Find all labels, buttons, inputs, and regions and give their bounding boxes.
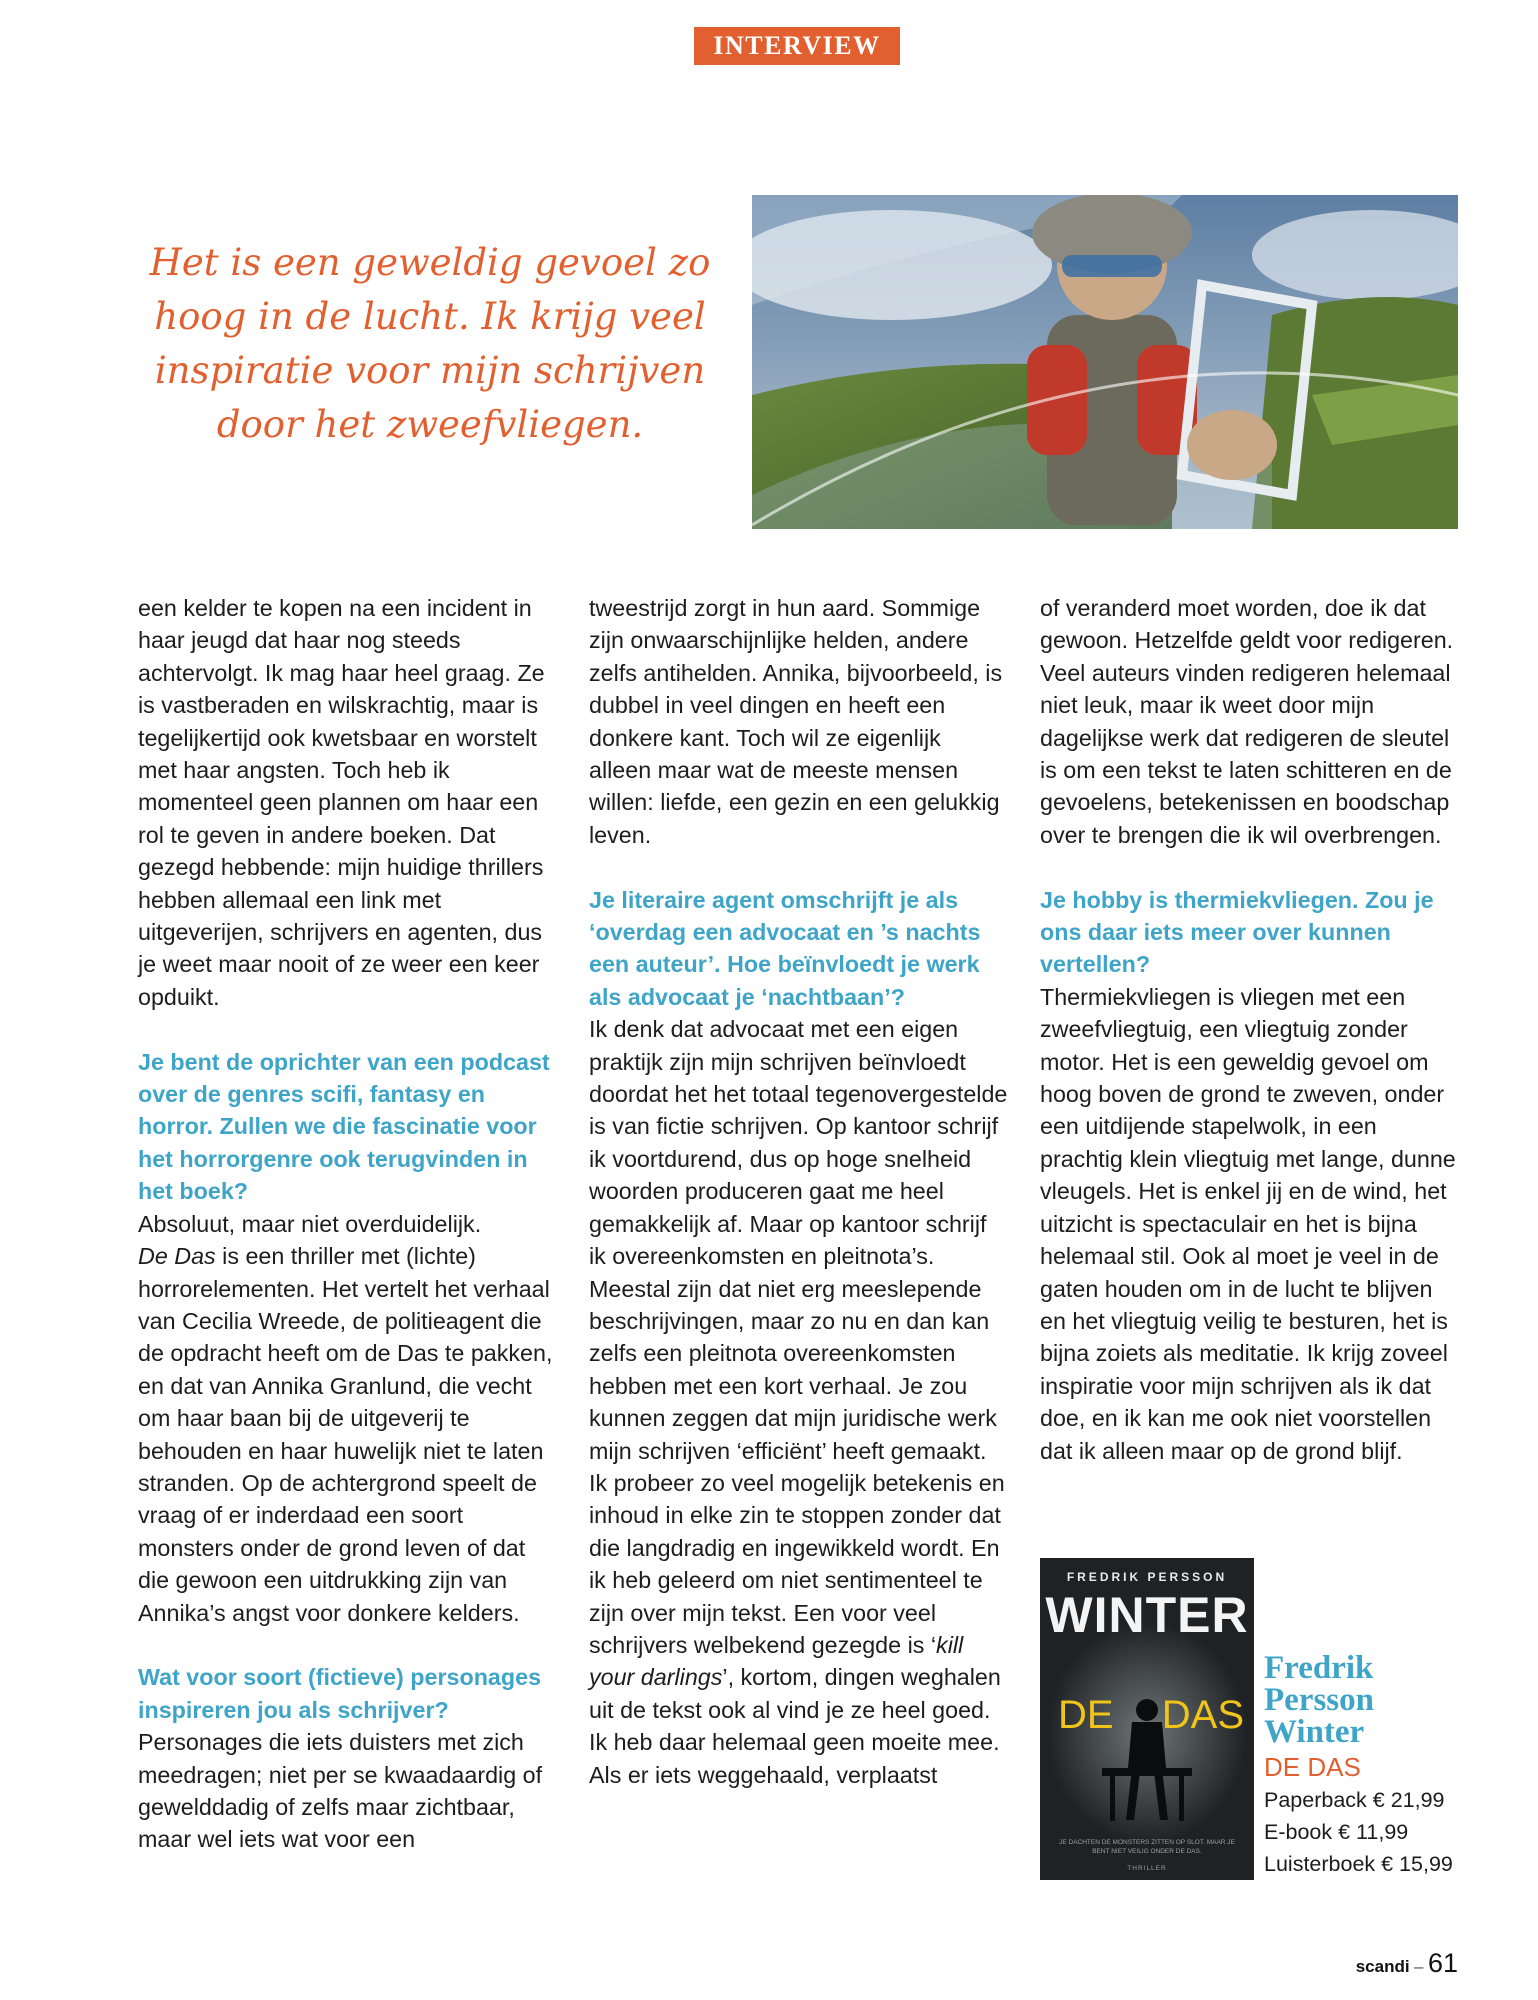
article-column-3 <box>1040 592 1464 1467</box>
cover-tagline: JE DACHTEN DE MONSTERS ZITTEN OP SLOT. MAAR JE BENT NIET VEILIG ONDER DE DAS. <box>1059 1839 1235 1855</box>
answer-text: ’, kortom, dingen weghalen uit de tekst ook al vind je ze heel goed. Ik heb daar helemaal geen moeite mee. Als er iets weggehaald, verplaatst <box>589 1664 1001 1788</box>
glider-pilot-photo <box>752 195 1458 529</box>
article-column-1 <box>138 592 558 1856</box>
answer-text: Absoluut, maar niet overduidelijk. <box>138 1210 482 1237</box>
article-column-2 <box>589 592 1009 1791</box>
cover-author: FREDRIK PERSSON <box>1066 1570 1228 1584</box>
book-author-line: Fredrik <box>1264 1650 1374 1686</box>
page-number: 61 <box>1427 1948 1458 1978</box>
book-cover <box>1040 1558 1254 1880</box>
book-title-inline: De Das <box>138 1243 216 1270</box>
body-paragraph <box>138 1208 558 1629</box>
pull-quote-line: door het zweefvliegen. <box>216 403 644 446</box>
interview-question: Je hobby is thermiekvliegen. Zou je ons daar iets meer over kunnen vertellen? <box>1040 886 1434 978</box>
book-author <box>1264 1652 1484 1748</box>
body-paragraph: Personages die iets duisters met zich meedragen; niet per se kwaadaardig of gewelddadig of zelfs maar zichtbaar, maar wel iets wat voor een <box>138 1729 543 1853</box>
cover-title: WINTER <box>1045 1587 1249 1643</box>
footer-separator: – <box>1414 1957 1424 1976</box>
interview-question: Wat voor soort (fictieve) personages inspireren jou als schrijver? <box>138 1664 542 1723</box>
book-info <box>1264 1652 1484 1880</box>
publication-name: scandi <box>1355 1957 1410 1976</box>
book-title: DE DAS <box>1264 1752 1361 1782</box>
price-ebook: E-book € 11,99 <box>1264 1820 1409 1844</box>
answer-text: is een thriller met (lichte) horrorelementen. Het vertelt het verhaal van Cecilia Wreede, de politieagent die de opdracht heeft om de Das te pakken, en dat van Annika Granlund, die vecht om haar baan bij de uitgeverij te behouden en haar huwelijk niet te laten stranden. Op de achtergrond speelt de vraag of er inderdaad een soort monsters onder de grond leven of dat die gewoon een uitdrukking zijn van Annika’s angst voor donkere kelders. <box>138 1243 553 1626</box>
cover-subtitle-right: DAS <box>1161 1693 1244 1737</box>
body-paragraph: een kelder te kopen na een incident in haar jeugd dat haar nog steeds achtervolgt. Ik mag haar heel graag. Ze is vastberaden en wilskrachtig, maar is tegelijkertijd ook kwetsbaar en worstelt met haar angsten. Toch heb ik momenteel geen plannen om haar een rol te geven in andere boeken. Dat gezegd hebbende: mijn huidige thrillers hebben allemaal een link met uitgeverijen, schrijvers en agenten, dus je weet maar nooit of ze weer een keer opduikt. <box>138 595 545 1010</box>
pull-quote-line: hoog in de lucht. Ik krijg veel <box>154 295 706 338</box>
inline-quote: kill your darlings <box>589 1631 964 1691</box>
body-paragraph: of veranderd moet worden, doe ik dat gewoon. Hetzelfde geldt voor redigeren. Veel auteurs vinden redigeren helemaal niet leuk, maar ik weet door mijn dagelijkse werk dat redigeren de sleutel is om een tekst te laten schitteren en de gevoelens, betekenissen en boodschap over te brengen die ik wil overbrengen. <box>1040 595 1454 848</box>
book-author-line: Persson <box>1264 1682 1374 1718</box>
pull-quote-line: inspiratie voor mijn schrijven <box>154 349 706 392</box>
price-paperback: Paperback € 21,99 <box>1264 1788 1445 1812</box>
pull-quote <box>130 236 730 452</box>
interview-question: Je bent de oprichter van een podcast over de genres scifi, fantasy en horror. Zullen we die fascinatie voor het horrorgenre ook terugvinden in het boek? <box>138 1048 550 1205</box>
cover-genre: THRILLER <box>1127 1865 1167 1872</box>
body-paragraph: Thermiekvliegen is vliegen met een zweefvliegtuig, een vliegtuig zonder motor. Het is een geweldig gevoel om hoog boven de grond te zweven, onder een uitdijende stapelwolk, in een prachtig klein vliegtuig met lange, dunne vleugels. Het is enkel jij en de wind, het uitzicht is spectaculair en het is bijna helemaal stil. Ook al moet je veel in de gaten houden om in de lucht te blijven en het vliegtuig veilig te besturen, het is bijna zoiets als meditatie. Ik krijg zoveel inspiratie voor mijn schrijven als ik dat doe, en ik kan me ook niet voorstellen dat ik alleen maar op de grond blijf. <box>1040 983 1456 1464</box>
book-author-line: Winter <box>1264 1714 1365 1750</box>
price-audiobook: Luisterboek € 15,99 <box>1264 1852 1453 1876</box>
answer-text: Ik denk dat advocaat met een eigen praktijk zijn mijn schrijven beïnvloedt doordat het het totaal tegenovergestelde is van fictie schrijven. Op kantoor schrijf ik voortdurend, dus op hoge snelheid woorden produceren gaat me heel gemakkelijk af. Maar op kantoor schrijf ik overeenkomsten en pleitnota’s. Meestal zijn dat niet erg meeslepende beschrijvingen, maar zo nu en dan kan zelfs een pleitnota overeenkomsten hebben met een kort verhaal. Je zou kunnen zeggen dat mijn juridische werk mijn schrijven ‘efficiënt’ heeft gemaakt. Ik probeer zo veel mogelijk betekenis en inhoud in elke zin te stoppen zonder dat die langdradig en ingewikkeld wordt. En ik heb geleerd om niet sentimenteel te zijn over mijn tekst. Een voor veel schrijvers welbekend gezegde is ‘ <box>589 1016 1008 1658</box>
body-paragraph: tweestrijd zorgt in hun aard. Sommige zijn onwaarschijnlijke helden, andere zelfs antihelden. Annika, bijvoorbeeld, is dubbel in veel dingen en heeft een donkere kant. Toch wil ze eigenlijk alleen maar wat de meeste mensen willen: liefde, een gezin en een gelukkig leven. <box>589 595 1003 848</box>
page-footer <box>1338 1948 1458 1979</box>
body-paragraph <box>589 1013 1009 1791</box>
pull-quote-line: Het is een geweldig gevoel zo <box>149 241 711 284</box>
interview-question: Je literaire agent omschrijft je als ‘overdag een advocaat en ’s nachts een auteur’. Hoe beïnvloedt je werk als advocaat je ‘nachtbaan’? <box>589 886 981 1010</box>
section-tag: INTERVIEW <box>694 27 900 65</box>
cover-subtitle-left: DE <box>1058 1693 1114 1737</box>
